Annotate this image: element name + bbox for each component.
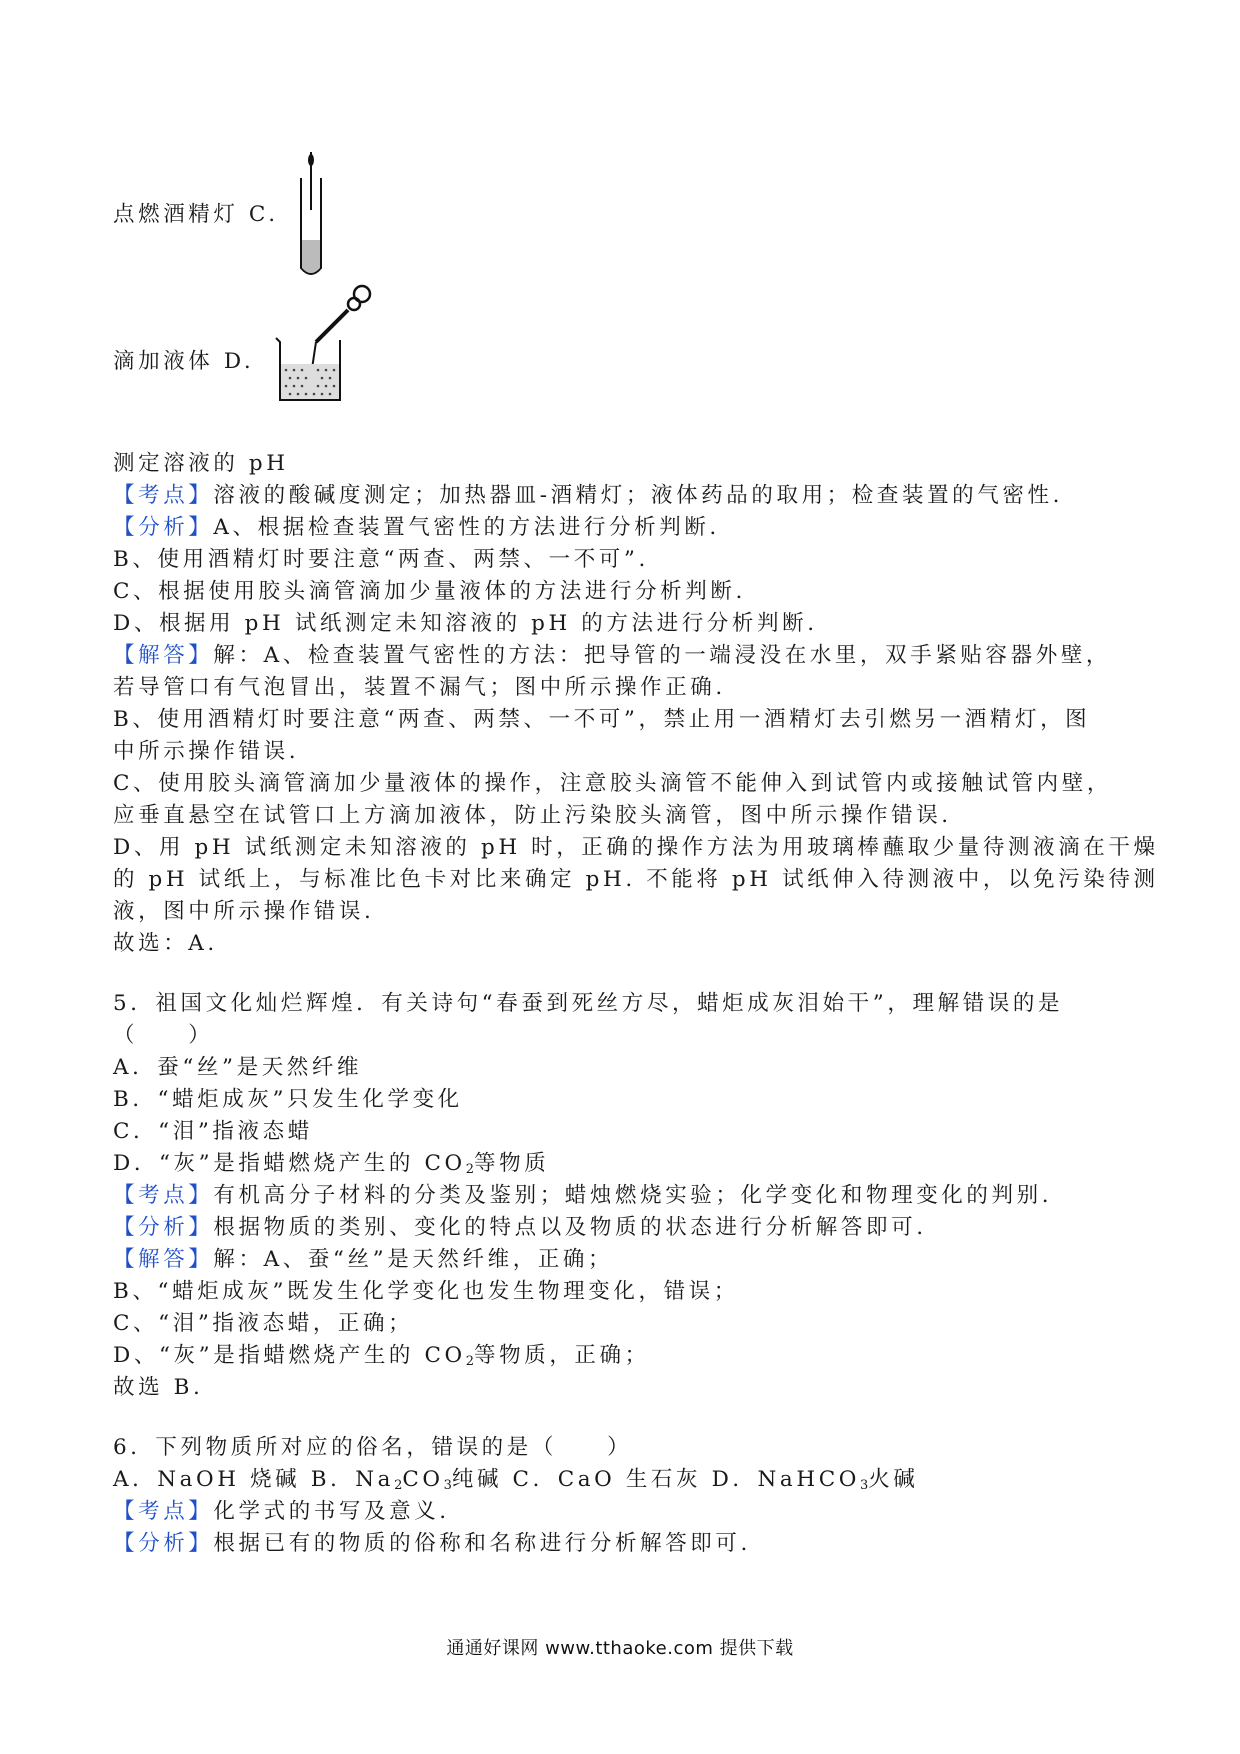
kaodian-text: 溶液的酸碱度测定；加热器皿-酒精灯；液体药品的取用；检查装置的气密性. [213,483,1064,508]
q4-answer: 故选：A. [113,931,218,956]
q5-option-a: A．蚕“丝”是天然纤维 [113,1055,363,1080]
subscript: 3 [443,1478,452,1493]
q6-stem: 6．下列物质所对应的俗名，错误的是（ ） [113,1435,633,1460]
page-footer: 通通好课网 www.tthaoke.com 提供下载 [446,1638,794,1659]
q4-jieda-d1: D、用 pH 试纸测定未知溶液的 pH 时，正确的操作方法为用玻璃棒蘸取少量待测液滴在干燥 [113,835,1159,860]
q4-jieda-c2: 应垂直悬空在试管口上方滴加液体，防止污染胶头滴管，图中所示操作错误. [113,803,952,828]
q4-jieda-b2: 中所示操作错误. [113,739,300,764]
option-c-caption: 滴加液体 D. [113,349,255,374]
q4-fenxi-a [113,513,720,543]
kaodian-text: 有机高分子材料的分类及鉴别；蜡烛燃烧实验；化学变化和物理变化的判别. [213,1183,1053,1208]
subscript: 3 [859,1478,869,1493]
q5-stem-1: 5．祖国文化灿烂辉煌．有关诗句“春蚕到死丝方尽，蜡炬成灰泪始干”，理解错误的是 [113,991,1064,1016]
fenxi-text: 根据物质的类别、变化的特点以及物质的状态进行分析解答即可. [213,1215,927,1240]
q6-kaodian [113,1497,450,1527]
kaodian-tag: 【考点】 [113,1183,214,1208]
fenxi-tag: 【分析】 [113,1215,214,1240]
q4-jieda-d3: 液，图中所示操作错误. [113,899,375,924]
beaker-glass-rod-icon [270,282,380,408]
subscript: 2 [394,1478,403,1493]
fenxi-text: 根据已有的物质的俗称和名称进行分析解答即可. [213,1531,751,1556]
q5-jieda-c: C、“泪”指液态蜡，正确； [113,1311,414,1336]
q5-option-c: C．“泪”指液态蜡 [113,1119,313,1144]
option-b-caption: 点燃酒精灯 C. [113,202,279,227]
q4-jieda-a2: 若导管口有气泡冒出，装置不漏气；图中所示操作正确. [113,675,726,700]
subscript: 2 [465,1162,475,1177]
q5-jieda-a [113,1245,613,1275]
q5-jieda-d-text: D、“灰”是指蜡燃烧产生的 CO [113,1343,466,1368]
kaodian-text: 化学式的书写及意义. [213,1499,450,1524]
fenxi-tag: 【分析】 [113,515,214,540]
q6-option-b-mid: CO [402,1467,444,1492]
kaodian-tag: 【考点】 [113,1499,214,1524]
q6-option-b-text: B．Na [310,1467,395,1492]
q4-jieda-b1: B、使用酒精灯时要注意“两查、两禁、一不可”，禁止用一酒精灯去引燃另一酒精灯，图 [113,707,1091,732]
q5-fenxi [113,1213,927,1243]
q6-option-d-tail: 火碱 [868,1467,919,1492]
q4-option-d: 测定溶液的 pH [113,451,289,476]
fenxi-text: A、根据检查装置气密性的方法进行分析判断. [213,515,720,540]
q4-fenxi-c: C、根据使用胶头滴管滴加少量液体的方法进行分析判断. [113,579,746,604]
q5-jieda-d-tail: 等物质，正确； [474,1343,650,1368]
jieda-text: 解：A、检查装置气密性的方法：把导管的一端浸没在水里，双手紧贴容器外壁， [213,643,1112,668]
q5-jieda-d [113,1341,650,1377]
q6-option-d-text: D．NaHCO [711,1467,860,1492]
q6-option-b-tail: 纯碱 [451,1467,503,1492]
q5-option-b: B．“蜡炬成灰”只发生化学变化 [113,1087,463,1112]
q4-jieda-a1 [113,641,1111,671]
kaodian-tag: 【考点】 [113,483,214,508]
q5-jieda-b: B、“蜡炬成灰”既发生化学变化也发生物理变化，错误； [113,1279,739,1304]
q6-options [113,1465,918,1501]
fenxi-tag: 【分析】 [113,1531,214,1556]
jieda-text: 解：A、蚕“丝”是天然纤维，正确； [213,1247,614,1272]
q4-fenxi-b: B、使用酒精灯时要注意“两查、两禁、一不可”. [113,547,649,572]
q5-option-d-tail: 等物质 [474,1151,550,1176]
test-tube-dropper-icon [296,150,326,280]
q4-fenxi-d: D、根据用 pH 试纸测定未知溶液的 pH 的方法进行分析判断. [113,611,818,636]
q5-answer: 故选 B. [113,1375,204,1400]
jieda-tag: 【解答】 [113,1247,214,1272]
q5-option-d-text: D．“灰”是指蜡燃烧产生的 CO [113,1151,466,1176]
q4-jieda-d2: 的 pH 试纸上，与标准比色卡对比来确定 pH. 不能将 pH 试纸伸入待测液中，以免污染待测 [113,867,1159,892]
q4-jieda-c1: C、使用胶头滴管滴加少量液体的操作，注意胶头滴管不能伸入到试管内或接触试管内壁， [113,771,1112,796]
q5-kaodian [113,1181,1052,1211]
q6-option-c: C．CaO 生石灰 [512,1467,702,1492]
q6-option-d [712,1467,919,1492]
q6-fenxi [113,1529,751,1559]
q5-stem-2: （ ） [113,1023,214,1048]
jieda-tag: 【解答】 [113,643,214,668]
q4-kaodian [113,481,1063,511]
q6-option-a: A．NaOH 烧碱 [113,1467,301,1492]
q5-option-d [113,1149,549,1185]
subscript: 2 [465,1354,475,1369]
q6-option-b [311,1467,502,1492]
